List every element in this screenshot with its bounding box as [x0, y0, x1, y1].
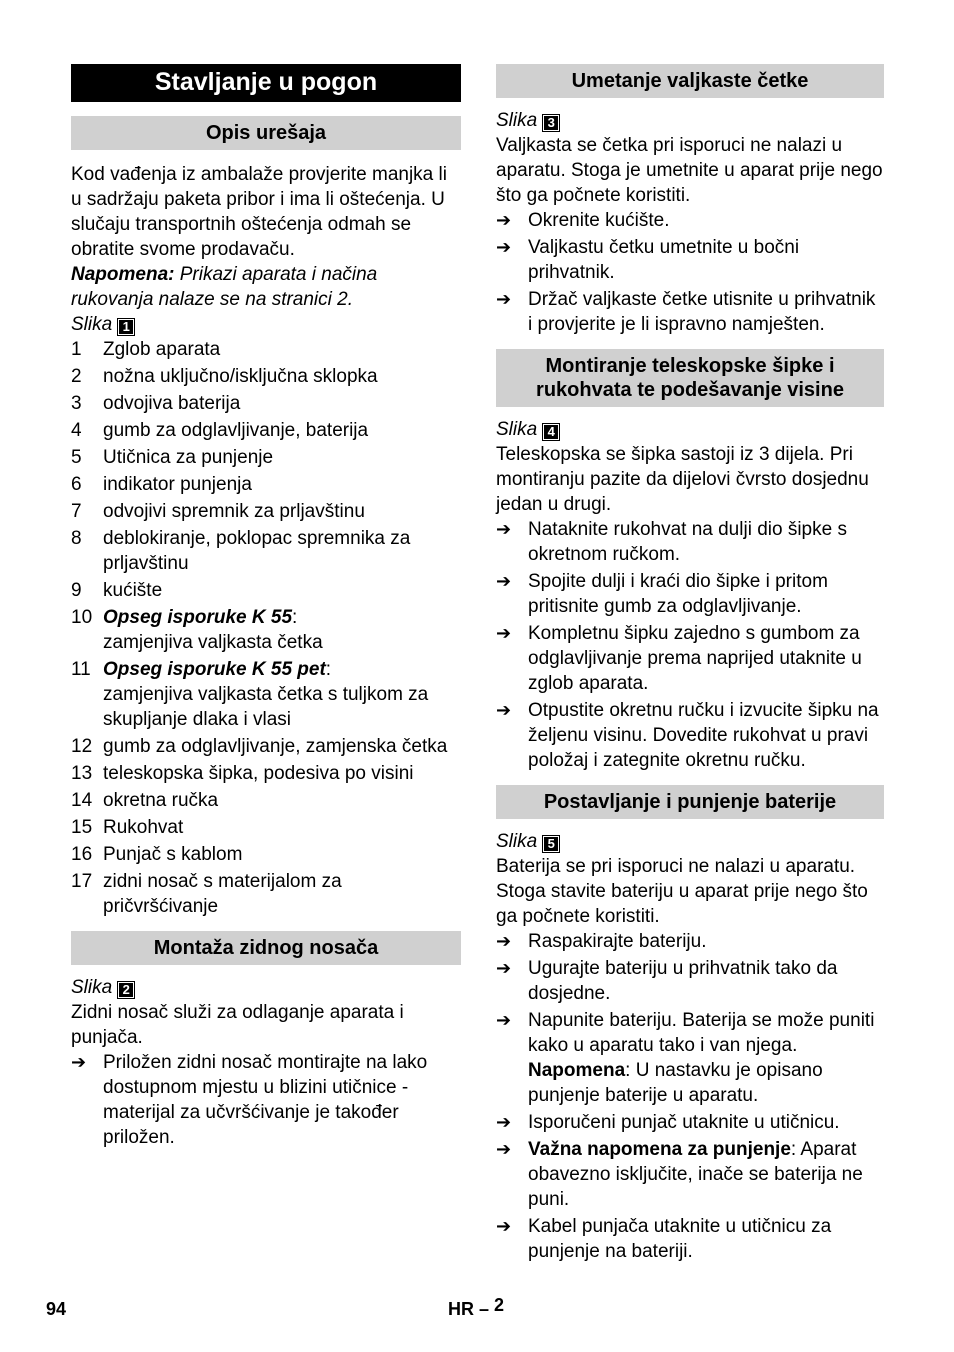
step-item: ➔ Priložen zidni nosač montirajte na lako dostupnom mjestu u blizini utičnice - materijal za učvršćivanje je također priložen. [71, 1052, 428, 1148]
slika-ref [496, 417, 884, 442]
slika-label: Slika [71, 977, 113, 998]
list-item: 1 Zglob aparata [71, 339, 221, 360]
umetanje-text: Valjkasta se četka pri isporuci ne nalazi u aparatu. Stoga je umetnite u aparat prije nego što ga počnete koristiti. [496, 135, 883, 206]
footer-lang: HR – 2 [448, 1295, 505, 1319]
list-item: 4 gumb za odglavljivanje, baterija [71, 420, 369, 441]
arrow-right-icon: ➔ [496, 210, 512, 230]
arrow-right-icon: ➔ [496, 700, 512, 720]
slika-ref [71, 975, 461, 1000]
item11-sub: zamjenjiva valjkasta četka s tuljkom za skupljanje dlaka i vlasi [103, 684, 429, 730]
section-heading-umetanje: Umetanje valjkaste četke [496, 64, 884, 98]
list-item: 5 Utičnica za punjenje [71, 447, 274, 468]
step-item: ➔ Spojite dulji i kraći dio šipke i pritom pritisnite gumb za odglavljivanje. [496, 571, 828, 617]
list-item: 16 Punjač s kablom [71, 844, 243, 865]
slika-ref [496, 829, 884, 854]
step-item: ➔ Važna napomena za punjenje: Aparat obavezno isključite, inače se baterija ne puni. [496, 1139, 863, 1210]
list-item: 17 zidni nosač s materijalom za pričvršćivanje [71, 871, 342, 917]
arrow-right-icon: ➔ [496, 931, 512, 951]
figure-number-icon: 2 [118, 982, 134, 998]
list-item: 13 teleskopska šipka, podesiva po visini [71, 763, 414, 784]
opis-note [71, 262, 461, 312]
opis-intro: Kod vađenja iz ambalaže provjerite manjka li u sadržaju paketa pribor i ima li oštećenja. U slučaju transportnih oštećenja odmah se obratite svome prodavaču. [71, 164, 447, 260]
napomena-label: Napomena [528, 1060, 626, 1081]
figure-number-icon: 3 [543, 115, 559, 131]
parts-list [71, 337, 461, 919]
arrow-right-icon: ➔ [496, 623, 512, 643]
slika-ref [496, 108, 884, 133]
step-item: ➔ Valjkastu četku umetnite u bočni prihvatnik. [496, 237, 800, 283]
arrow-right-icon: ➔ [496, 519, 512, 539]
arrow-right-icon: ➔ [496, 1010, 512, 1030]
item11-bold: Opseg isporuke K 55 pet [103, 659, 326, 680]
section-heading-baterija: Postavljanje i punjenje baterije [496, 785, 884, 819]
list-item: 7 odvojivi spremnik za prljavštinu [71, 501, 365, 522]
slika-label: Slika [71, 314, 113, 335]
arrow-right-icon: ➔ [71, 1052, 87, 1072]
step-item: ➔ Napunite bateriju. Baterija se može puniti kako u aparatu tako i van njega. Napomena: U nastavku je opisano punjenje baterije u aparatu. [496, 1010, 875, 1106]
arrow-right-icon: ➔ [496, 1139, 512, 1159]
list-item: 6 indikator punjenja [71, 474, 252, 495]
arrow-right-icon: ➔ [496, 289, 512, 309]
arrow-right-icon: ➔ [496, 958, 512, 978]
list-item: 12 gumb za odglavljivanje, zamjenska četka [71, 736, 448, 757]
right-column [496, 64, 884, 1266]
list-item: 9 kućište [71, 580, 163, 601]
list-item: 10 Opseg isporuke K 55: zamjenjiva valjkasta četka [71, 607, 323, 653]
important-note-label: Važna napomena za punjenje [528, 1139, 791, 1160]
montiranje-text: Teleskopska se šipka sastoji iz 3 dijela. Pri montiranju pazite da dijelovi čvrsto dosjednu jedan u drugi. [496, 444, 869, 515]
slika-label: Slika [496, 831, 538, 852]
page-title: Stavljanje u pogon [71, 64, 461, 102]
figure-number-icon: 1 [118, 319, 134, 335]
step-item: ➔ Ugurajte bateriju u prihvatnik tako da dosjedne. [496, 958, 838, 1004]
note-label: Napomena: [71, 264, 175, 285]
step-item: ➔ Nataknite rukohvat na dulji dio šipke s okretnom ručkom. [496, 519, 847, 565]
footer-sub-page: 2 [494, 1295, 505, 1315]
step-item: ➔ Otpustite okretnu ručku i izvucite šipku na željenu visinu. Dovedite rukohvat u pravi položaj i zategnite okretnu ručku. [496, 700, 879, 771]
step-item: ➔ Isporučeni punjač utaknite u utičnicu. [496, 1112, 840, 1133]
slika-label: Slika [496, 419, 538, 440]
page-number: 94 [46, 1299, 67, 1319]
figure-number-icon: 5 [543, 836, 559, 852]
section-heading-montaza: Montaža zidnog nosača [71, 931, 461, 965]
arrow-right-icon: ➔ [496, 1216, 512, 1236]
arrow-right-icon: ➔ [496, 1112, 512, 1132]
item10-bold: Opseg isporuke K 55 [103, 607, 293, 628]
slika-ref [71, 312, 461, 337]
list-item: 2 nožna uključno/isključna sklopka [71, 366, 378, 387]
item10-sub: zamjenjiva valjkasta četka [103, 632, 323, 653]
note-text: Prikazi aparata i načina rukovanja nalaze se na stranici 2. [71, 264, 378, 310]
step-item: ➔ Raspakirajte bateriju. [496, 931, 707, 952]
section-heading-opis: Opis urešaja [71, 116, 461, 150]
step-item: ➔ Kompletnu šipku zajedno s gumbom za odglavljivanje prema naprijed utaknite u zglob aparata. [496, 623, 862, 694]
step-item: ➔ Držač valjkaste četke utisnite u prihvatnik i provjerite je li ispravno namješten. [496, 289, 876, 335]
list-item: 8 deblokiranje, poklopac spremnika za prljavštinu [71, 528, 411, 574]
slika-label: Slika [496, 110, 538, 131]
baterija-text: Baterija se pri isporuci ne nalazi u aparatu. Stoga stavite bateriju u aparat prije nego što ga počnete koristiti. [496, 856, 868, 927]
arrow-right-icon: ➔ [496, 237, 512, 257]
arrow-right-icon: ➔ [496, 571, 512, 591]
step-item: ➔ Kabel punjača utaknite u utičnicu za punjenje na bateriji. [496, 1216, 832, 1262]
list-item: 14 okretna ručka [71, 790, 219, 811]
list-item: 15 Rukohvat [71, 817, 184, 838]
list-item: 11 Opseg isporuke K 55 pet: zamjenjiva valjkasta četka s tuljkom za skupljanje dlaka i vlasi [71, 659, 429, 730]
montaza-text: Zidni nosač služi za odlaganje aparata i punjača. [71, 1002, 404, 1048]
left-column [71, 64, 461, 1152]
list-item: 3 odvojiva baterija [71, 393, 241, 414]
figure-number-icon: 4 [543, 424, 559, 440]
step-item: ➔ Okrenite kućište. [496, 210, 670, 231]
section-heading-montiranje: Montiranje teleskopske šipke i rukohvata te podešavanje visine [496, 349, 884, 407]
